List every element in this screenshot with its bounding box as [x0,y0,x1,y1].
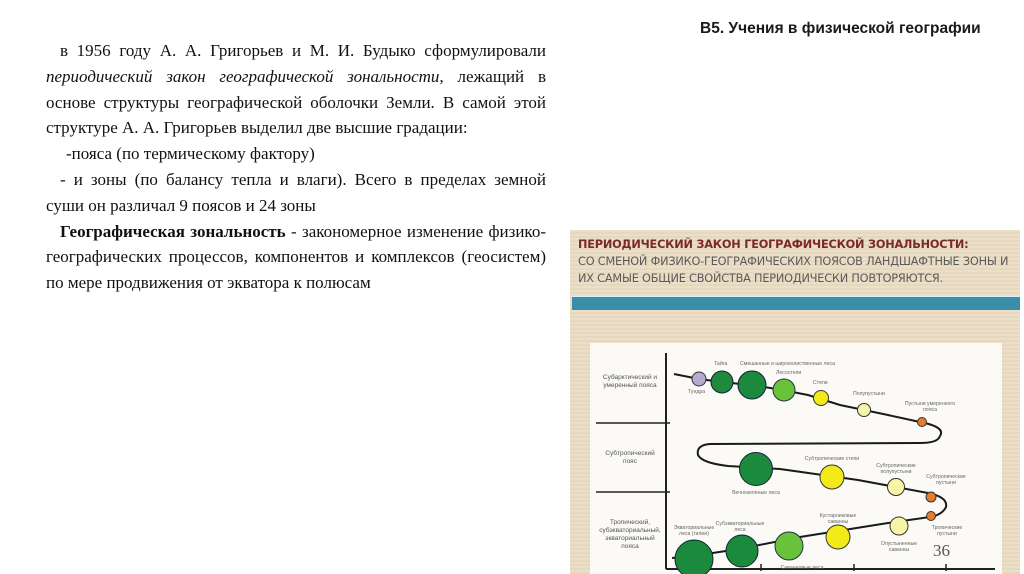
svg-text:Тайга: Тайга [714,361,728,367]
bold-term: Географическая зональность [60,221,286,241]
svg-text:леса: леса [734,527,746,533]
svg-text:Субэкваториальные: Субэкваториальные [715,521,765,527]
svg-text:Полупустыни: Полупустыни [853,391,885,397]
text-span: лежащий в основе структуры географической оболочки Земли. В самой этой структуре А. А. Григорьев выделил две высшие градации: [46,66,547,138]
paragraph-definition [46,219,546,296]
svg-text:Вечнозеленые леса: Вечнозеленые леса [732,490,780,496]
svg-text:Пустыни умеренного: Пустыни умеренного [904,401,956,407]
belt-label: Субарктический и [602,374,658,381]
svg-text:Лесостепи: Лесостепи [776,370,802,376]
figure-subtext: СО СМЕНОЙ ФИЗИКО-ГЕОГРАФИЧЕСКИХ ПОЯСОВ ЛАНДШАФТНЫЕ ЗОНЫ И ИХ САМЫЕ ОБЩИЕ СВОЙСТВА ПЕРИОДИЧЕСКИ ПОВТОРЯЮТСЯ. [578,255,1009,285]
belt-label: пояса [621,543,639,550]
svg-text:саванны: саванны [888,547,910,553]
italic-term: периодический закон географической зональности, [46,66,444,86]
svg-text:саванны: саванны [827,519,849,525]
diagram-svg [590,343,1002,574]
svg-text:Тропические: Тропические [931,525,963,531]
svg-text:Экваториальные: Экваториальные [673,525,715,531]
belt-label: Субтропический [605,450,655,457]
paragraph-law [46,38,546,141]
svg-text:пустыни: пустыни [937,531,957,537]
svg-text:Субтропические степи: Субтропические степи [804,456,860,462]
svg-text:Смешанные и широколиственные л: Смешанные и широколиственные леса [740,361,835,367]
belt-label: пояс [623,458,637,465]
belt-label: субэкваториальный, [599,527,661,534]
svg-text:Тундра: Тундра [688,389,706,395]
svg-text:Субтропические: Субтропические [876,463,916,469]
svg-text:Саванновые леса: Саванновые леса [780,565,824,571]
svg-text:пустыни: пустыни [936,480,956,486]
figure-title: ПЕРИОДИЧЕСКИЙ ЗАКОН ГЕОГРАФИЧЕСКОЙ ЗОНАЛЬНОСТИ: [578,238,969,251]
svg-text:Степи: Степи [813,380,828,386]
paragraph-belts: -пояса (по термическому фактору) [66,144,315,164]
slide-title: В5. Учения в физической географии [700,20,981,37]
zonality-figure [570,230,1020,574]
svg-text:Опустыненные: Опустыненные [880,541,918,547]
text-span: в 1956 году А. А. Григорьев и М. И. Будыко сформулировали [60,41,546,60]
zonality-diagram [590,343,1002,574]
svg-text:полупустыни: полупустыни [880,469,912,475]
svg-text:леса (гилеи): леса (гилеи) [679,531,709,537]
svg-text:Кустарниковые: Кустарниковые [819,513,857,519]
text-span: - закономерное изменение физико-географических процессов, компонентов и комплексов (геосистем) по мере продвижения от экватора к полюсам [46,221,546,293]
paragraph-zones: - и зоны (по балансу тепла и влаги). Всего в пределах земной суши он различал 9 поясов и 24 зоны [46,169,546,215]
page-number: 36 [933,541,950,560]
teal-divider-bar [572,296,1020,310]
belt-label: экваториальный [605,535,655,542]
figure-heading [578,236,1018,287]
svg-text:Субтропические: Субтропические [926,474,966,480]
belt-label: умеренный пояса [603,382,657,389]
body-text [46,38,546,296]
svg-text:пояса: пояса [923,407,937,413]
belt-label: Тропический, [609,519,651,526]
